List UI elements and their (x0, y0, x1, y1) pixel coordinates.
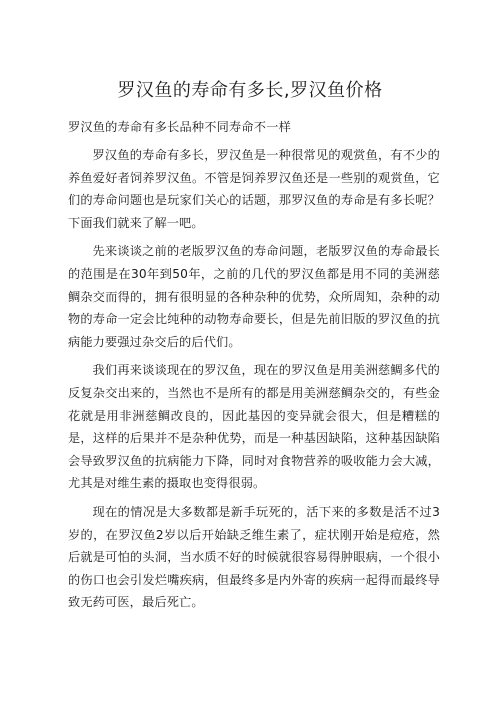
article-body (68, 116, 440, 614)
article-subtitle: 罗汉鱼的寿命有多长品种不同寿命不一样 (68, 120, 291, 134)
paragraph-2: 先来谈谈之前的老版罗汉鱼的寿命问题，老版罗汉鱼的寿命最长的范围是在30年到50年，之前的几代的罗汉鱼都是用不同的美洲慈鲷杂交而得的，拥有很明显的各种杂种的优势，众所周知，杂种的动物的寿命一定会比纯种的动物寿命要长，但是先前旧版的罗汉鱼的抗病能力要强过杂交后的后代们。 (68, 244, 440, 349)
paragraph-1: 罗汉鱼的寿命有多长，罗汉鱼是一种很常见的观赏鱼，有不少的养鱼爱好者饲养罗汉鱼。不管是饲养罗汉鱼还是一些别的观赏鱼，它们的寿命问题也是玩家们关心的话题，那罗汉鱼的寿命是有多长呢？下面我们就来了解一吧。 (68, 148, 440, 230)
paragraph-4: 现在的情况是大多数都是新手玩死的，活下来的多数是活不过3岁的，在罗汉鱼2岁以后开始缺乏维生素了，症状刚开始是痘疮，然后就是可怕的头洞，当水质不好的时候就很容易得肿眼病，一个很小的伤口也会引发烂嘴疾病，但最终多是内外寄的疾病一起得而最终导致无药可医，最后死亡。 (68, 504, 440, 610)
page-title: 罗汉鱼的寿命有多长,罗汉鱼价格 (117, 80, 383, 101)
paragraph-3: 我们再来谈谈现在的罗汉鱼，现在的罗汉鱼是用美洲慈鲷多代的反复杂交出来的，当然也不是所有的都是用美洲慈鲷杂交的，有些金花就是用非洲慈鲷改良的，因此基因的变异就会很大，但是糟糕的是，这样的后果并不是杂种优势，而是一种基因缺陷，这种基因缺陷会导致罗汉鱼的抗病能力下降，同时对食物营养的吸收能力会大减，尤其是对维生素的摄取也变得很弱。 (68, 363, 440, 491)
